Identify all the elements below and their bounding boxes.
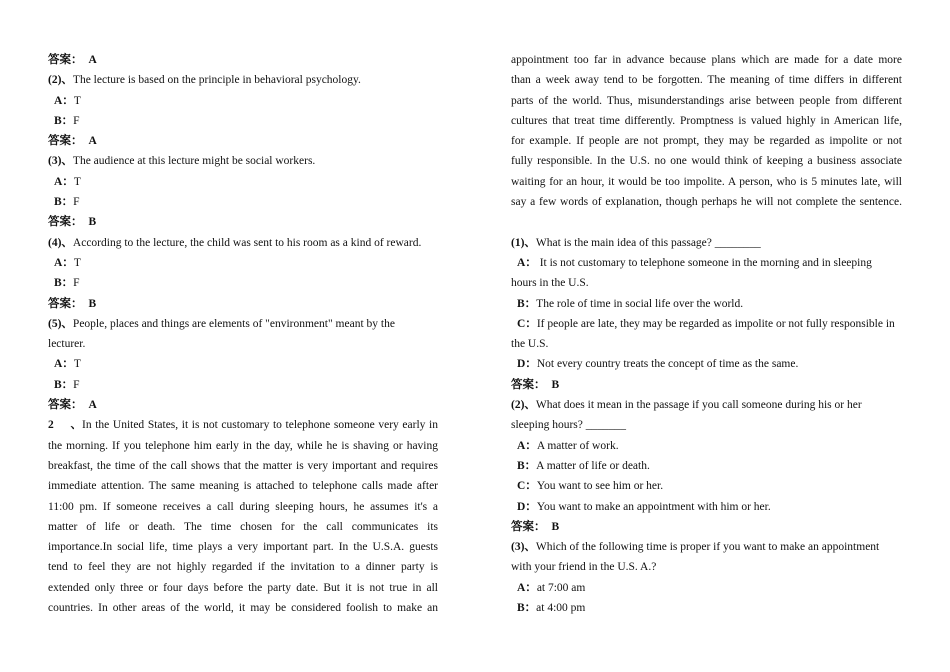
question-3: (3)、Which of the following time is proper if you want to make an appointment	[511, 541, 880, 554]
passage-line: waiting for an hour, it would be too impolite. A person, who is 5 minutes late, will	[511, 175, 902, 188]
option-d: D：Not every country treats the concept of time as the same.	[517, 358, 799, 371]
option-b: B：F	[54, 277, 80, 290]
answer-line: 答案： B	[48, 216, 97, 229]
option-a: A：T	[54, 94, 81, 107]
passage-line: immediate attention. The same meaning is attached to telephone calls made after	[48, 480, 438, 493]
spacer	[511, 212, 902, 232]
option-b: B：F	[54, 378, 80, 391]
passage-line: say a few words of explanation, though perhaps he will not complete the sentence.	[511, 196, 902, 209]
passage-line: fully responsible. In the U.S. no one would think of keeping a business associate	[511, 155, 902, 168]
option-c-continued: the U.S.	[511, 338, 549, 351]
passage-2-continued	[511, 50, 902, 212]
option-a: A：T	[54, 175, 81, 188]
option-c: C：You want to see him or her.	[517, 480, 664, 493]
option-a-continued: hours in the U.S.	[511, 277, 589, 290]
answer-line: 答案： B	[48, 297, 97, 310]
option-b: B：F	[54, 114, 80, 127]
passage-line: cultures that treat time differently. Promptness is valued highly in American life,	[511, 114, 902, 127]
passage-line: breakfast, the time of the call shows that the matter is very important and requires	[48, 459, 438, 472]
answer-line: 答案： B	[511, 520, 560, 533]
question-2: (2)、What does it mean in the passage if you call someone during his or her	[511, 399, 862, 412]
passage-line: 2、In the United States, it is not customary to telephone someone very early in	[48, 419, 438, 432]
passage-line: than a week away tend to be forgotten. The meaning of time differs in different	[511, 74, 902, 87]
passage-line: extended only three or four days before the party date. But it is not true in all	[48, 581, 438, 594]
option-b: B：A matter of life or death.	[517, 459, 650, 472]
question-1: (1)、What is the main idea of this passage? ________	[511, 236, 761, 249]
passage-line: appointment too far in advance because plans which are made for a date more	[511, 54, 902, 66]
question-3-continued: with your friend in the U.S. A.?	[511, 561, 657, 574]
question-5: (5)、People, places and things are elements of "environment" meant by the	[48, 317, 395, 330]
answer-line: 答案： B	[511, 378, 560, 391]
answer-line: 答案： A	[48, 399, 97, 412]
passage-line: the morning. If you telephone him early in the day, while he is shaving or having	[48, 439, 438, 452]
option-b: B：The role of time in social life over the world.	[517, 297, 744, 310]
passage-line: importance.In social life, time plays a very important part. In the U.S.A. guests	[48, 541, 438, 554]
passage-line: parts of the world. Thus, misunderstandings arise between people from different	[511, 94, 902, 107]
answer-line: 答案： A	[48, 54, 97, 66]
option-a: A：T	[54, 358, 81, 371]
question-5-continued: lecturer.	[48, 338, 86, 351]
passage-line: for example. If people are not prompt, they may be regarded as impolite or not	[511, 135, 902, 148]
question-2: (2)、The lecture is based on the principle in behavioral psychology.	[48, 74, 361, 87]
left-column	[48, 50, 438, 618]
passage-2	[48, 415, 438, 618]
passage-line: tend to feel they are not highly regarded if the invitation to a dinner party is	[48, 561, 438, 574]
option-b: B：at 4:00 pm	[517, 602, 586, 615]
right-column	[511, 50, 902, 618]
option-d: D：You want to make an appointment with him or her.	[517, 500, 771, 513]
question-4: (4)、According to the lecture, the child was sent to his room as a kind of reward.	[48, 236, 422, 249]
passage-line: 11:00 pm. If someone receives a call during sleeping hours, he assumes it's a	[48, 500, 438, 513]
option-a: A： It is not customary to telephone someone in the morning and in sleeping	[517, 256, 872, 269]
question-2-continued: sleeping hours? _______	[511, 419, 626, 432]
option-b: B：F	[54, 196, 80, 209]
passage-line: matter of life or death. The time chosen for the call communicates its	[48, 520, 438, 533]
answer-line: 答案： A	[48, 135, 97, 148]
option-a: A：A matter of work.	[517, 439, 619, 452]
question-3: (3)、The audience at this lecture might be social workers.	[48, 155, 316, 168]
option-c: C：If people are late, they may be regarded as impolite or not fully responsible in	[517, 317, 895, 330]
passage-line: countries. In other areas of the world, it may be considered foolish to make an	[48, 602, 438, 615]
option-a: A：at 7:00 am	[517, 581, 586, 594]
option-a: A：T	[54, 256, 81, 269]
